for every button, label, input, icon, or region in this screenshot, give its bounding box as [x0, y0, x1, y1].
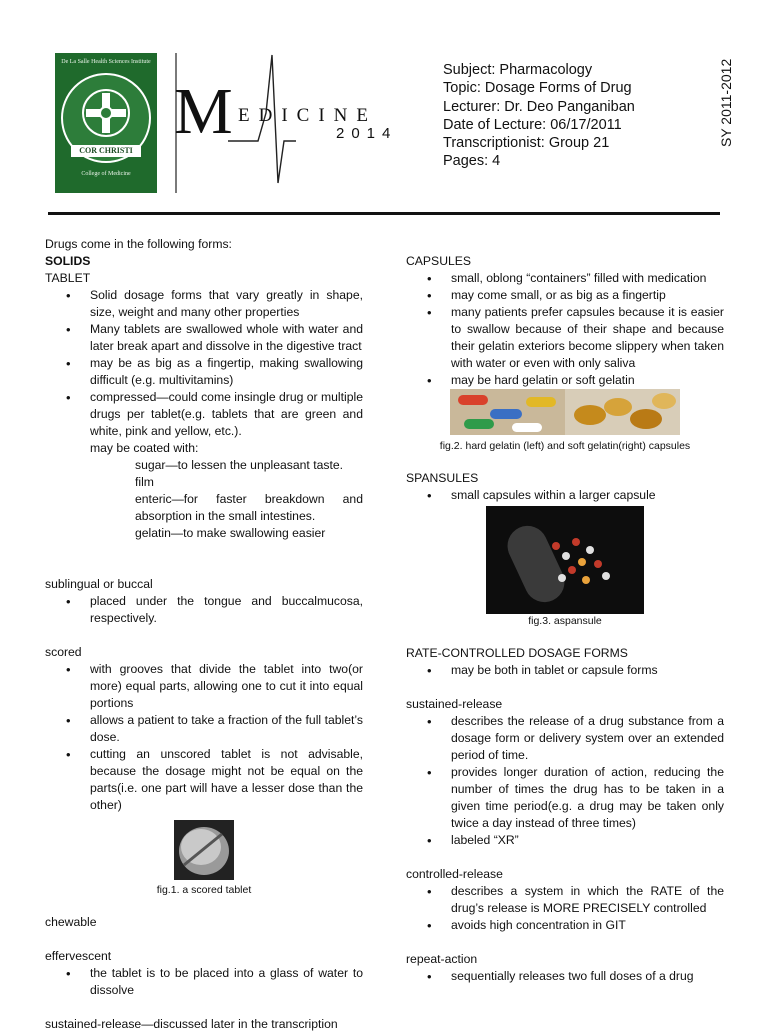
list-item: • may be hard gelatin or soft gelatin [451, 372, 724, 389]
sustained-heading: sustained-release [406, 697, 503, 711]
capsules-image [450, 389, 680, 435]
rate-list [406, 662, 724, 679]
brand-initial: M [174, 75, 233, 148]
list-item: • compressed—could come insingle drug or multiple drugs per tablet(e.g. tablets that are green and white, pink and yellow, etc.). [90, 389, 363, 440]
lecturer-line: Lecturer: Dr. Deo Panganiban [443, 98, 635, 115]
figure-caption: fig.1. a scored tablet [156, 884, 252, 896]
spansules-list [406, 487, 724, 504]
college-logo [55, 53, 157, 193]
sublingual-list [45, 593, 363, 627]
coating-item: sugar—to lessen the unpleasant taste. [135, 458, 343, 472]
list-item: • placed under the tongue and buccalmucosa, respectively. [90, 593, 363, 627]
date-line: Date of Lecture: 06/17/2011 [443, 116, 622, 133]
list-item: • Solid dosage forms that vary greatly in shape, size, weight and many other properties [90, 287, 363, 321]
left-column [45, 236, 363, 1033]
subject-line: Subject: Pharmacology [443, 62, 593, 78]
list-item: • small, oblong “containers” filled with medication [451, 270, 724, 287]
list-item: • may be as big as a fingertip, making swallowing difficult (e.g. multivitamins) [90, 355, 363, 389]
right-column [406, 253, 724, 985]
cross-emblem-icon [80, 87, 132, 139]
effervescent-heading: effervescent [45, 949, 112, 963]
repeat-list [406, 968, 724, 985]
list-item: • sequentially releases two full doses of a drug [451, 968, 724, 985]
coating-item: gelatin—to make swallowing easier [135, 526, 326, 540]
list-item: • the tablet is to be placed into a glass of water to dissolve [90, 965, 363, 999]
coated-intro: may be coated with: [90, 441, 199, 455]
list-item: • may be both in tablet or capsule forms [451, 662, 724, 679]
pages-line: Pages: 4 [443, 153, 501, 170]
controlled-heading: controlled-release [406, 867, 503, 881]
list-item: • provides longer duration of action, reducing the number of times the drug has to be taken in a given time period(e.g. a drug may be taken only twice a day instead of three times) [451, 764, 724, 832]
school-year: SY 2011-2012 [718, 58, 734, 147]
figure-caption: fig.3. aspansule [528, 615, 602, 627]
capsules-list [406, 270, 724, 389]
brand-year: 2014 [336, 125, 398, 142]
coating-item: film [135, 475, 154, 489]
list-item: • cutting an unscored tablet is not advisable, because the dosage might not be equal on the parts(i.e. one part will have a lesser dose than the other) [90, 746, 363, 814]
repeat-heading: repeat-action [406, 952, 478, 966]
header-divider [48, 212, 720, 215]
rate-heading: RATE-CONTROLLED DOSAGE FORMS [406, 646, 628, 660]
list-item: • avoids high concentration in GIT [451, 917, 724, 934]
scored-tablet-image [174, 820, 234, 880]
scored-list [45, 661, 363, 814]
medicine-brand [168, 53, 428, 193]
list-item: • may come small, or as big as a fingertip [451, 287, 724, 304]
transcriptionist-line: Transcriptionist: Group 21 [443, 135, 610, 152]
list-item: • labeled “XR” [451, 832, 724, 849]
intro-text: Drugs come in the following forms: [45, 237, 232, 251]
controlled-list [406, 883, 724, 934]
logo-banner: COR CHRISTI [71, 145, 141, 157]
list-item: • allows a patient to take a fraction of the full tablet’s dose. [90, 712, 363, 746]
list-item: • Many tablets are swallowed whole with water and later break apart and dissolve in the digestive tract [90, 321, 363, 355]
list-item: • with grooves that divide the tablet into two(or more) equal parts, allowing one to cut it into equal portions [90, 661, 363, 712]
chewable-heading: chewable [45, 915, 97, 929]
sustained-note: sustained-release—discussed later in the transcription [45, 1017, 338, 1031]
tablet-list [45, 287, 363, 440]
list-item: • many patients prefer capsules because it is easier to swallow because of their shape and because their gelatin exteriors become slippery when taken with water or even with only saliva [451, 304, 724, 372]
logo-bottom-text: College of Medicine [81, 171, 131, 177]
tablet-heading: TABLET [45, 271, 91, 285]
list-item: • describes a system in which the RATE of the drug’s release is MORE PRECISELY controlled [451, 883, 724, 917]
brand-word: EDICINE [238, 105, 377, 126]
capsules-heading: CAPSULES [406, 254, 472, 268]
solids-heading: SOLIDS [45, 254, 91, 268]
logo-top-text: De La Salle Health Sciences Institute [61, 59, 151, 65]
list-item: • describes the release of a drug substance from a dosage form or delivery system over an extended period of time. [451, 713, 724, 764]
lecture-info [443, 61, 635, 171]
coating-item: enteric—for faster breakdown and absorption in the small intestines. [135, 492, 363, 523]
sublingual-heading: sublingual or buccal [45, 577, 153, 591]
topic-line: Topic: Dosage Forms of Drug [443, 80, 632, 97]
spansules-heading: SPANSULES [406, 471, 479, 485]
figure-caption: fig.2. hard gelatin (left) and soft gelatin(right) capsules [439, 440, 691, 452]
sustained-list [406, 713, 724, 849]
scored-heading: scored [45, 645, 82, 659]
effervescent-list [45, 965, 363, 999]
list-item: • small capsules within a larger capsule [451, 487, 724, 504]
spansule-image [486, 506, 644, 614]
